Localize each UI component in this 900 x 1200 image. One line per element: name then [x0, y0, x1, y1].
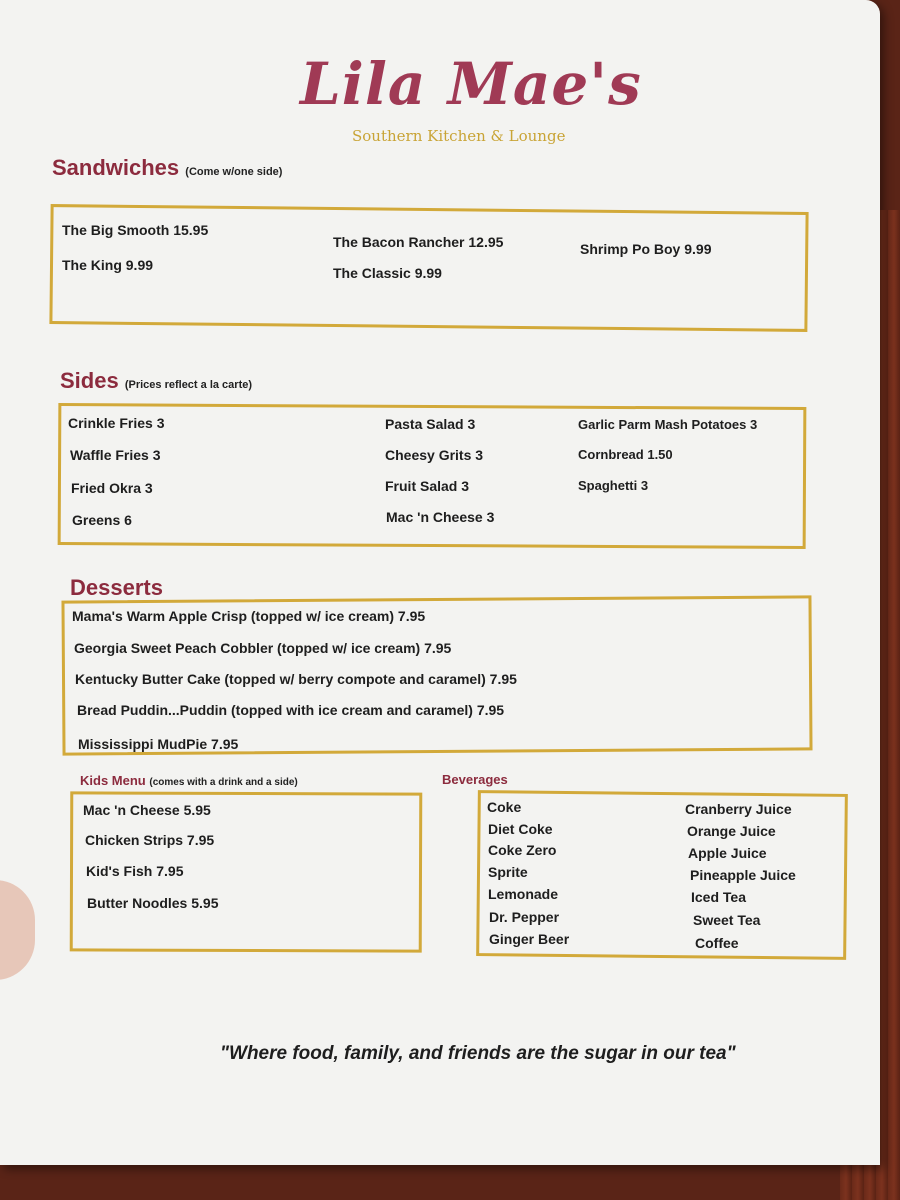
footer-quote: "Where food, family, and friends are the sugar in our tea"	[220, 1043, 736, 1064]
kids-note: (comes with a drink and a side)	[149, 777, 298, 788]
menu-item: Mama's Warm Apple Crisp (topped w/ ice cream) 7.95	[72, 608, 426, 624]
menu-item: Georgia Sweet Peach Cobbler (topped w/ ice cream) 7.95	[74, 640, 452, 656]
menu-item: Pineapple Juice	[690, 867, 796, 883]
menu-item: Lemonade	[488, 886, 559, 902]
sandwiches-heading	[52, 155, 282, 181]
menu-item: Iced Tea	[691, 889, 746, 905]
menu-item: Cornbread 1.50	[578, 447, 673, 462]
sandwiches-title: Sandwiches	[52, 155, 180, 180]
menu-item: Crinkle Fries 3	[68, 415, 165, 431]
menu-item: Shrimp Po Boy 9.99	[580, 241, 712, 257]
menu-item: Sprite	[488, 864, 528, 880]
menu-item: The Classic 9.99	[333, 265, 442, 281]
menu-item: The Bacon Rancher 12.95	[333, 234, 504, 250]
menu-item: Fruit Salad 3	[385, 478, 470, 494]
menu-item: Pasta Salad 3	[385, 416, 476, 432]
menu-item: Coffee	[695, 935, 739, 951]
desserts-heading	[70, 575, 163, 601]
menu-item: Mac 'n Cheese 5.95	[83, 802, 211, 818]
menu-item: Coke Zero	[488, 842, 557, 858]
kids-heading	[80, 773, 298, 788]
sides-title: Sides	[60, 368, 119, 393]
sides-note: (Prices reflect a la carte)	[124, 379, 253, 391]
menu-item: Waffle Fries 3	[70, 447, 161, 463]
kids-title: Kids Menu	[80, 773, 146, 788]
menu-item: Kentucky Butter Cake (topped w/ berry compote and caramel) 7.95	[75, 671, 517, 687]
menu-item: Mac 'n Cheese 3	[386, 509, 495, 525]
menu-item: Cheesy Grits 3	[385, 447, 484, 463]
sandwiches-note: (Come w/one side)	[185, 166, 283, 178]
menu-item: Dr. Pepper	[489, 909, 560, 925]
menu-item: The King 9.99	[62, 257, 154, 273]
menu-item: Coke	[487, 799, 522, 815]
menu-item: Bread Puddin...Puddin (topped with ice cream and caramel) 7.95	[77, 702, 505, 718]
menu-item: Fried Okra 3	[71, 480, 153, 496]
menu-item: Ginger Beer	[489, 931, 570, 947]
menu-item: Mississippi MudPie 7.95	[78, 736, 239, 752]
menu-item: Greens 6	[72, 512, 132, 528]
restaurant-logo: Lila Mae's	[300, 50, 642, 118]
sides-heading	[60, 368, 252, 394]
menu-item: Sweet Tea	[693, 912, 761, 928]
menu-item: Cranberry Juice	[685, 801, 792, 817]
desserts-title: Desserts	[70, 575, 163, 600]
tagline: Southern Kitchen & Lounge	[352, 127, 566, 145]
menu-item: Kid's Fish 7.95	[86, 863, 184, 879]
menu-item: Butter Noodles 5.95	[87, 895, 219, 911]
menu-item: Apple Juice	[688, 845, 767, 861]
menu-item: Orange Juice	[687, 823, 776, 839]
menu-item: Spaghetti 3	[578, 478, 649, 493]
menu-item: The Big Smooth 15.95	[62, 222, 209, 238]
beverages-title: Beverages	[442, 772, 508, 787]
menu-item: Diet Coke	[488, 821, 553, 837]
menu-item: Chicken Strips 7.95	[85, 832, 215, 848]
menu-item: Garlic Parm Mash Potatoes 3	[578, 417, 758, 432]
